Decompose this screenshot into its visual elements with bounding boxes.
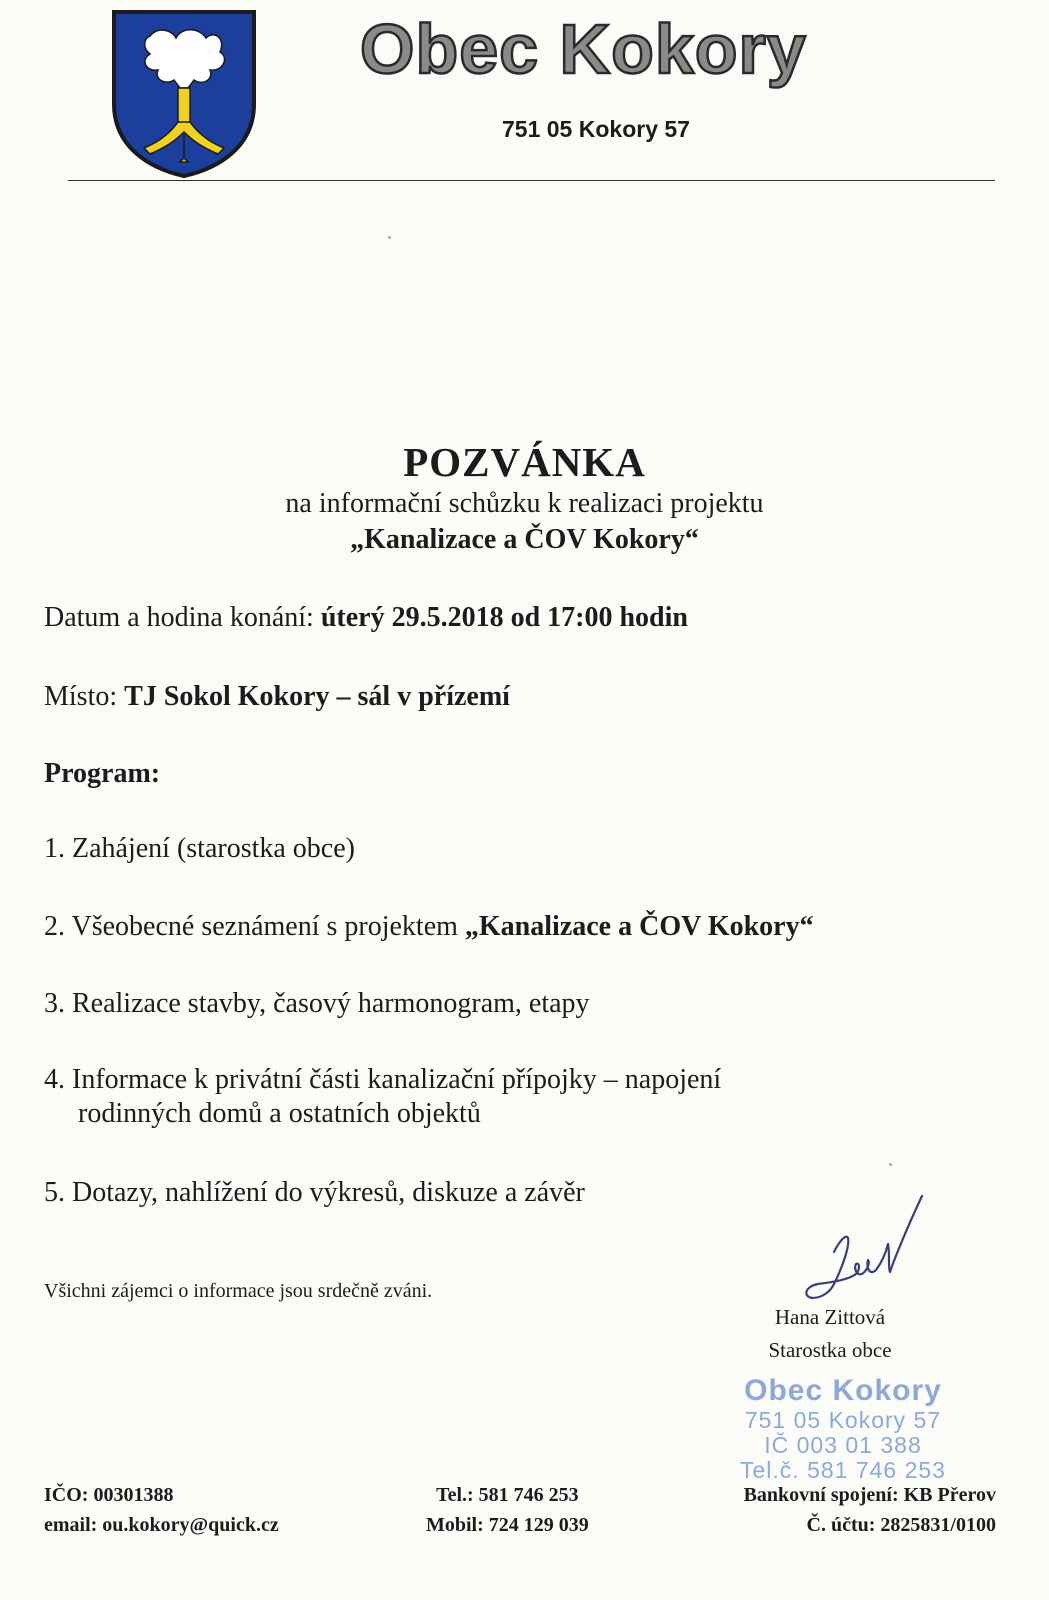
item-text: Všeobecné seznámení s projektem <box>65 911 465 942</box>
stamp-address: 751 05 Kokory 57 <box>744 1407 942 1433</box>
place-value: TJ Sokol Kokory – sál v přízemí <box>124 681 510 712</box>
document-subtitle: na informační schůzku k realizaci projektu <box>285 488 764 519</box>
date-value: úterý 29.5.2018 od 17:00 hodin <box>320 602 688 633</box>
coat-of-arms-icon <box>110 8 258 180</box>
place-line <box>44 681 510 713</box>
program-item <box>44 1177 585 1209</box>
item-project-name: „Kanalizace a ČOV Kokory“ <box>464 911 814 942</box>
stamp-tel: Tel.č. 581 746 253 <box>740 1457 946 1483</box>
stamp-ico: IČ 003 01 388 <box>764 1432 922 1458</box>
footer-middle <box>426 1480 589 1540</box>
org-name: Obec Kokory <box>360 10 807 88</box>
item-text: Realizace stavby, časový harmonogram, etapy <box>65 988 590 1019</box>
footer-right <box>700 1480 996 1540</box>
closing-note: Všichni zájemci o informace jsou srdečně zváni. <box>44 1280 433 1302</box>
program-item <box>44 1064 721 1096</box>
scan-speck <box>388 236 391 239</box>
item-number: 3. <box>44 988 65 1019</box>
footer-bank: Bankovní spojení: KB Přerov <box>743 1484 996 1506</box>
program-item <box>44 988 590 1020</box>
footer-mobil: Mobil: 724 129 039 <box>426 1514 589 1536</box>
item-number: 5. <box>44 1177 65 1208</box>
footer-ico: IČO: 00301388 <box>44 1484 174 1506</box>
signatory-role: Starostka obce <box>768 1338 892 1362</box>
program-item-continuation: rodinných domů a ostatních objektů <box>78 1098 481 1129</box>
item-number: 1. <box>44 833 65 864</box>
project-name: „Kanalizace a ČOV Kokory“ <box>350 524 699 555</box>
scan-speck <box>889 1163 892 1166</box>
item-text: Informace k privátní části kanalizační přípojky – napojení <box>65 1064 722 1095</box>
signatory-name: Hana Zittová <box>774 1305 886 1329</box>
signature-icon <box>782 1190 932 1310</box>
footer-tel: Tel.: 581 746 253 <box>436 1484 579 1506</box>
stamp-name: Obec Kokory <box>744 1374 942 1407</box>
item-text: Dotazy, nahlížení do výkresů, diskuze a závěr <box>65 1177 585 1208</box>
official-stamp <box>718 1374 968 1483</box>
footer-account: Č. účtu: 2825831/0100 <box>806 1514 996 1536</box>
org-address: 751 05 Kokory 57 <box>502 116 690 142</box>
item-number: 4. <box>44 1064 65 1095</box>
place-label: Místo: <box>44 681 125 712</box>
document-title: POZVÁNKA <box>403 439 646 485</box>
program-heading: Program: <box>44 758 161 789</box>
date-label: Datum a hodina konání: <box>44 602 321 633</box>
date-line <box>44 602 688 634</box>
item-number: 2. <box>44 911 65 942</box>
footer-left <box>44 1480 279 1540</box>
program-item <box>44 833 355 865</box>
footer-email: email: ou.kokory@quick.cz <box>44 1514 279 1536</box>
program-item <box>44 911 814 943</box>
header-divider <box>68 180 995 181</box>
item-text: Zahájení (starostka obce) <box>65 833 355 864</box>
